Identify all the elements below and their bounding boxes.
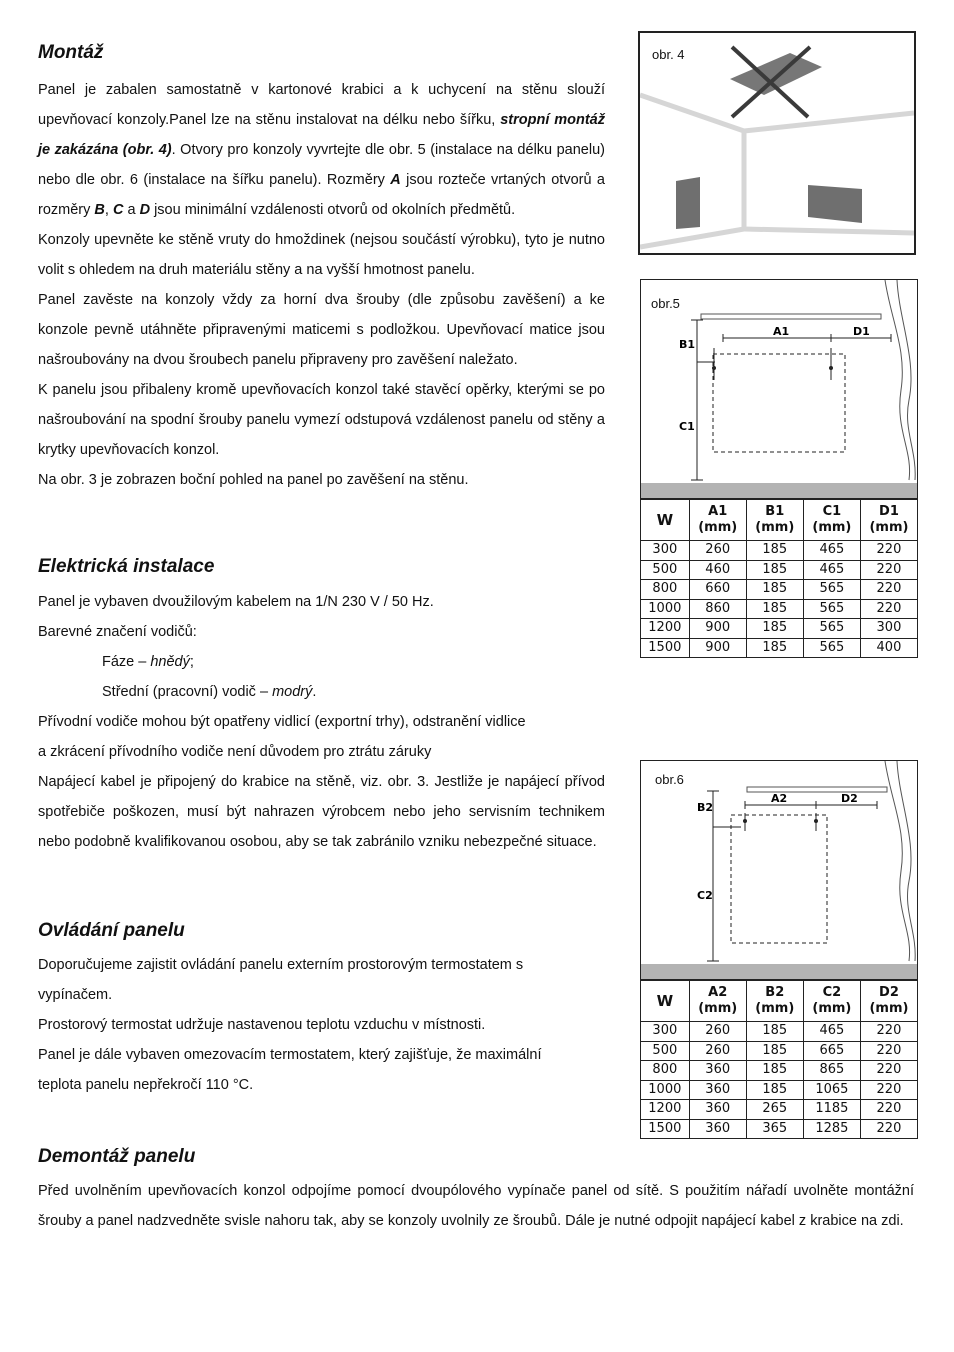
table-cell: 1285 [803,1119,860,1139]
table-cell: 565 [803,638,860,658]
table-cell: 220 [860,1022,917,1042]
table-header-row [641,981,918,1022]
table-row [641,619,918,639]
table-cell: 800 [641,1061,690,1081]
table-cell: 220 [860,541,917,561]
column-header: B1 (mm) [746,500,803,541]
dim-label-a: A2 [771,792,788,805]
paragraph: a zkrácení přívodního vodiče není důvodem pro ztrátu záruky [38,744,432,760]
table-row [641,1100,918,1120]
column-header: D1 (mm) [860,500,917,541]
table-cell: 565 [803,619,860,639]
table-cell: 665 [803,1041,860,1061]
table-cell: 220 [860,1100,917,1120]
figure-obr5 [640,279,918,499]
table-row [641,1119,918,1139]
table-cell: 900 [689,619,746,639]
wire-phase: Fáze – hnědý; [102,654,194,670]
table-cell: 1185 [803,1100,860,1120]
table-row [641,599,918,619]
wall-panel-left [676,177,700,229]
text-demontaz [38,1176,914,1236]
table-cell: 185 [746,541,803,561]
figure-label: obr.5 [651,296,680,311]
dim-label-d: D1 [853,325,870,338]
table-cell: 465 [803,541,860,561]
table-cell: 1200 [641,619,690,639]
table-cell: 800 [641,580,690,600]
figure-label: obr.6 [655,772,684,787]
table-cell: 300 [860,619,917,639]
table-cell: 465 [803,1022,860,1042]
dim-label-c: C2 [697,889,713,902]
heading-montaz: Montáž [38,42,104,63]
paragraph: Panel zavěste na konzoly vždy za horní dva šrouby (dle způsobu zavěšení) a ke konzole pevně utáhněte připravenými maticemi s podložkou. Upevňovací matice jsou našroubovány na dvou šroubech panelu připraveny pro zavěšení naležato. [38,292,605,368]
table-row [641,1080,918,1100]
paragraph: Konzoly upevněte ke stěně vruty do hmoždinek (nejsou součástí výrobku), tyto je nutno volit s ohledem na druh materiálu stěny a na vyšší hmotnost panelu. [38,232,605,278]
table-cell: 565 [803,580,860,600]
wire-neutral: Střední (pracovní) vodič – modrý. [102,684,317,700]
column-header: W [641,981,690,1022]
table-row [641,1041,918,1061]
table-cell: 300 [641,541,690,561]
mounting-diagram-widthwise [641,761,917,979]
text-elektricka-a [38,587,638,767]
column-header: W [641,500,690,541]
table-cell: 185 [746,619,803,639]
table-cell: 500 [641,560,690,580]
table-cell: 1065 [803,1080,860,1100]
table-cell: 365 [746,1119,803,1139]
dim-label-a: A1 [773,325,790,338]
table-cell: 360 [689,1080,746,1100]
table-cell: 1500 [641,1119,690,1139]
table-cell: 460 [689,560,746,580]
table-row [641,638,918,658]
table-cell: 220 [860,1041,917,1061]
column-header: C2 (mm) [803,981,860,1022]
table-row [641,1022,918,1042]
table-cell: 360 [689,1061,746,1081]
table-cell: 185 [746,560,803,580]
paragraph: Přívodní vodiče mohou být opatřeny vidlicí (exportní trhy), odstranění vidlice [38,714,526,730]
table-cell: 185 [746,580,803,600]
text-montaz [38,75,605,495]
table-header-row [641,500,918,541]
mounting-diagram-lengthwise [641,280,917,498]
paragraph: K panelu jsou přibaleny kromě upevňovacích konzol také stavěcí opěrky, kterými se po našroubování na spodní šrouby panelu vymezí odstupová vzdálenost panelu od stěny a krytky upevňovacích konzol. [38,382,605,458]
table-cell: 185 [746,1061,803,1081]
column-header: A1 (mm) [689,500,746,541]
table-cell: 1000 [641,599,690,619]
table-cell: 185 [746,1041,803,1061]
table-cell: 900 [689,638,746,658]
text-ovladani [38,950,578,1100]
paragraph: Doporučujeme zajistit ovládání panelu externím prostorovým termostatem s vypínačem. [38,957,524,1003]
table-row [641,580,918,600]
table-cell: 220 [860,1119,917,1139]
column-header: D2 (mm) [860,981,917,1022]
paragraph: Panel je vybaven dvoužilovým kabelem na 1/N 230 V / 50 Hz. [38,594,434,610]
dimension-table-obr5 [640,499,918,658]
paragraph: Barevné značení vodičů: [38,624,197,640]
table-cell: 1000 [641,1080,690,1100]
heading-ovladani: Ovládání panelu [38,920,185,941]
wall-panel-right [808,185,862,223]
table-cell: 220 [860,580,917,600]
table-cell: 1500 [641,638,690,658]
table-cell: 220 [860,1061,917,1081]
paragraph: Napájecí kabel je připojený do krabice na stěně, viz. obr. 3. Jestliže je napájecí přívod spotřebiče poškozen, musí být nahrazen výrobcem nebo jeho servisním technikem nebo podobně kvalifikovanou osobou, aby se tak zabránilo vzniku nebezpečné situace. [38,774,605,850]
table-cell: 500 [641,1041,690,1061]
table-cell: 185 [746,1022,803,1042]
column-header: A2 (mm) [689,981,746,1022]
room-illustration [640,33,914,253]
dim-label-d: D2 [841,792,858,805]
table-row [641,560,918,580]
table-cell: 860 [689,599,746,619]
heading-demontaz: Demontáž panelu [38,1146,196,1167]
table-cell: 185 [746,638,803,658]
paragraph: Panel je zabalen samostatně v kartonové krabici a k uchycení na stěnu slouží upevňovací konzoly.Panel lze na stěnu instalovat na délku nebo šířku, stropní montáž je zakázána (obr. 4). Otvory pro konzoly vyvrtejte dle obr. 5 (instalace na délku panelu) nebo dle obr. 6 (instalace na šířku panelu). Rozměry A jsou rozteče vrtaných otvorů a rozměry B, C a D jsou minimální vzdálenosti otvorů od okolních předmětů. [38,82,605,218]
table-cell: 220 [860,599,917,619]
table-cell: 260 [689,1041,746,1061]
table-cell: 565 [803,599,860,619]
table-cell: 660 [689,580,746,600]
text-elektricka-b [38,767,605,857]
table-cell: 185 [746,1080,803,1100]
paragraph: Panel je dále vybaven omezovacím termostatem, který zajišťuje, že maximální teplota panelu nepřekročí 110 °C. [38,1047,542,1093]
table-cell: 865 [803,1061,860,1081]
table-row [641,1061,918,1081]
table-cell: 220 [860,560,917,580]
dimension-table-obr6 [640,980,918,1139]
table-cell: 265 [746,1100,803,1120]
table-cell: 300 [641,1022,690,1042]
dim-label-b: B1 [679,338,696,351]
emphasis-warning: stropní montáž je zakázána (obr. 4) [38,112,605,158]
table-cell: 185 [746,599,803,619]
figure-obr6 [640,760,918,980]
paragraph: Prostorový termostat udržuje nastavenou teplotu vzduchu v místnosti. [38,1017,486,1033]
table-cell: 360 [689,1119,746,1139]
table-cell: 260 [689,1022,746,1042]
heading-elektricka: Elektrická instalace [38,556,215,577]
table-cell: 360 [689,1100,746,1120]
table-cell: 260 [689,541,746,561]
table-cell: 1200 [641,1100,690,1120]
column-header: C1 (mm) [803,500,860,541]
column-header: B2 (mm) [746,981,803,1022]
figure-label: obr. 4 [652,47,685,62]
table-row [641,541,918,561]
figure-obr4 [638,31,916,255]
paragraph: Na obr. 3 je zobrazen boční pohled na panel po zavěšení na stěnu. [38,472,469,488]
dim-label-b: B2 [697,801,714,814]
table-cell: 220 [860,1080,917,1100]
paragraph: Před uvolněním upevňovacích konzol odpojíme pomocí dvoupólového vypínače panel od sítě. S použitím nářadí uvolněte montážní šrouby a panel nadzvedněte svisle nahoru tak, aby se konzoly uvolnily ze šroubů. Dále je nutné odpojit napájecí kabel z krabice na zdi. [38,1183,914,1229]
table-cell: 400 [860,638,917,658]
table-cell: 465 [803,560,860,580]
dim-label-c: C1 [679,420,695,433]
